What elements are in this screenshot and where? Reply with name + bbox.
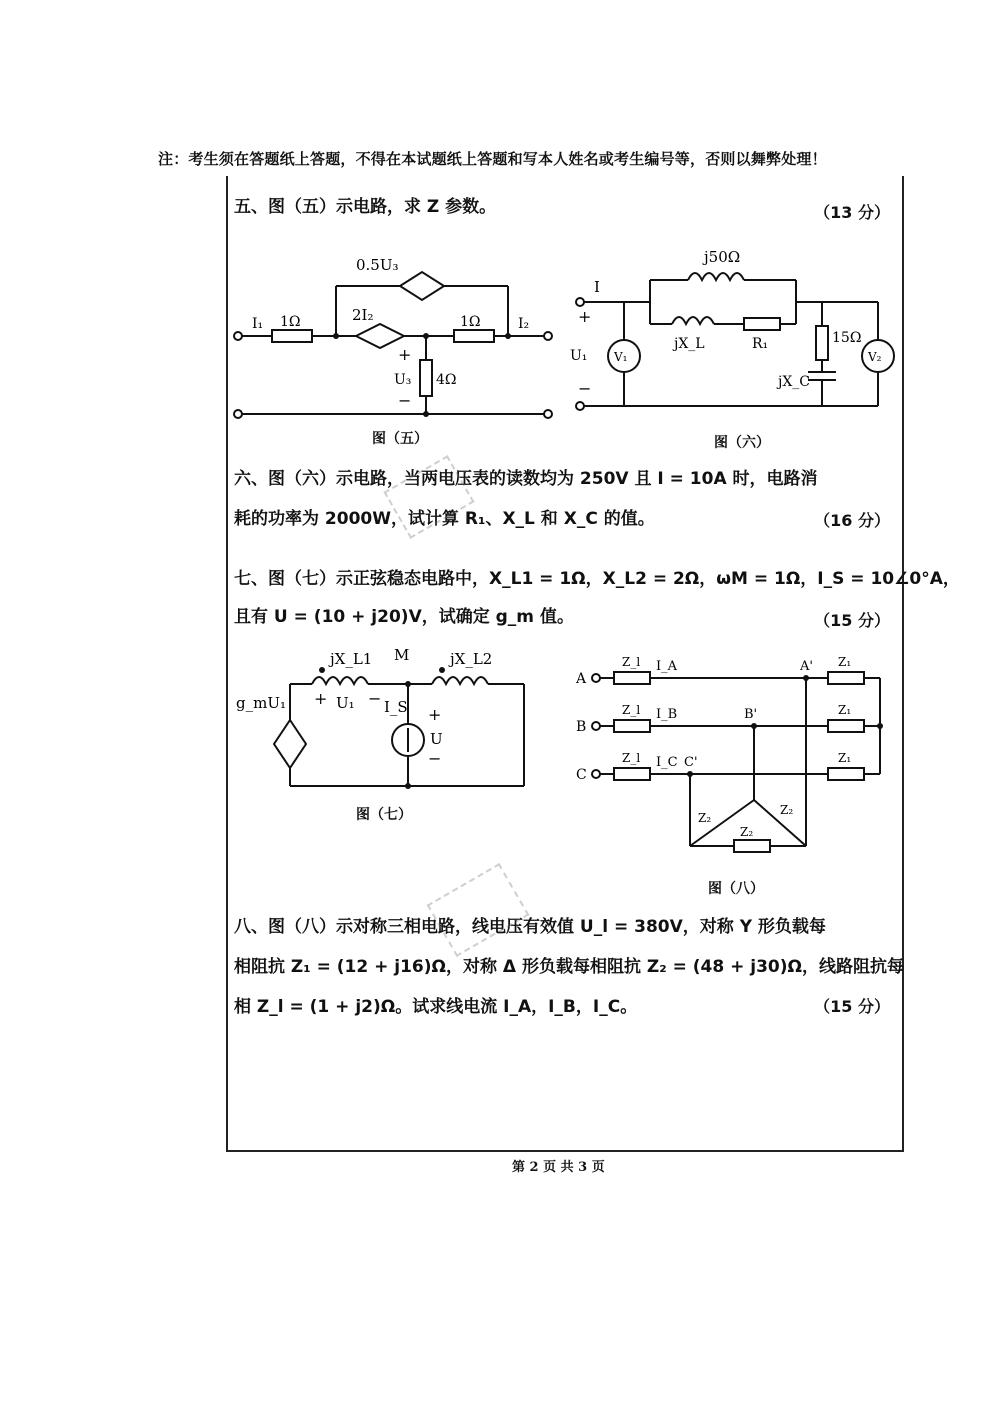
label-c: C bbox=[576, 767, 587, 783]
label-r15: 15Ω bbox=[832, 330, 862, 346]
q5-caption: 图（五） bbox=[372, 431, 428, 447]
label-ia: I_A bbox=[656, 659, 678, 674]
label-v1: V₁ bbox=[614, 350, 628, 364]
label-ccvs: 2I₂ bbox=[352, 306, 374, 324]
label-jxl1: jX_L1 bbox=[330, 650, 373, 668]
label-i1: I₁ bbox=[252, 316, 264, 332]
svg-text:−: − bbox=[398, 391, 412, 410]
label-jxl2: jX_L2 bbox=[450, 650, 493, 668]
svg-text:−: − bbox=[578, 379, 592, 398]
q8-points: （15 分） bbox=[814, 997, 890, 1016]
label-cp: C' bbox=[684, 755, 698, 770]
label-u3: U₃ bbox=[394, 372, 412, 388]
label-jxl: jX_L bbox=[674, 336, 705, 352]
label-j50: j50Ω bbox=[704, 248, 741, 266]
q8-caption: 图（八） bbox=[708, 881, 764, 897]
circuit-5 bbox=[228, 248, 558, 428]
label-u: U bbox=[430, 730, 443, 748]
svg-text:+: + bbox=[314, 689, 328, 708]
label-z1-a: Z₁ bbox=[838, 655, 852, 669]
q8-line1: 八、图（八）示对称三相电路，线电压有效值 U_l = 380V，对称 Y 形负载每 bbox=[234, 917, 826, 937]
label-cccs: 0.5U₃ bbox=[356, 256, 399, 274]
svg-text:+: + bbox=[398, 345, 412, 364]
circuit-8 bbox=[574, 650, 894, 860]
label-z2-left: Z₂ bbox=[698, 811, 712, 825]
header-note: 注：考生须在答题纸上答题，不得在本试题纸上答题和写本人姓名或考生编号等，否则以舞弊处理！ bbox=[158, 150, 827, 168]
q6-points: （16 分） bbox=[814, 511, 890, 530]
label-u1-7: U₁ bbox=[336, 694, 355, 712]
label-z2-right: Z₂ bbox=[780, 803, 794, 817]
label-i: I bbox=[594, 278, 600, 296]
label-b: B bbox=[576, 719, 587, 735]
label-bp: B' bbox=[744, 707, 758, 722]
q8-line3: 相 Z_l = (1 + j2)Ω。试求线电流 I_A，I_B，I_C。 bbox=[234, 997, 638, 1017]
circuit-6 bbox=[568, 244, 898, 424]
label-r3: 4Ω bbox=[436, 372, 457, 388]
circuit-7 bbox=[232, 640, 532, 800]
page-footer: 第 2 页 共 3 页 bbox=[512, 1160, 605, 1175]
label-z2-bottom: Z₂ bbox=[740, 825, 754, 839]
label-z1-c: Z₁ bbox=[838, 751, 852, 765]
label-m: M bbox=[394, 646, 410, 664]
q7-points: （15 分） bbox=[814, 611, 890, 630]
q6-caption: 图（六） bbox=[714, 435, 770, 451]
label-jxc: jX_C bbox=[778, 374, 811, 390]
label-v2: V₂ bbox=[868, 350, 882, 364]
label-i2: I₂ bbox=[518, 316, 530, 332]
svg-text:+: + bbox=[428, 705, 442, 724]
label-ic: I_C bbox=[656, 755, 678, 770]
label-a: A bbox=[576, 671, 587, 687]
q5-text: 五、图（五）示电路，求 Z 参数。 bbox=[234, 197, 497, 217]
q6-line2: 耗的功率为 2000W，试计算 R₁、X_L 和 X_C 的值。 bbox=[234, 509, 655, 529]
label-zl-a: Z_l bbox=[622, 655, 641, 669]
label-z1-b: Z₁ bbox=[838, 703, 852, 717]
svg-text:−: − bbox=[428, 749, 442, 768]
q8-line2: 相阻抗 Z₁ = (12 + j16)Ω，对称 Δ 形负载每相阻抗 Z₂ = (48 + j30)Ω，线路阻抗每 bbox=[234, 957, 904, 977]
label-ap: A' bbox=[800, 659, 813, 674]
label-zl-c: Z_l bbox=[622, 751, 641, 765]
label-u1-6: U₁ bbox=[570, 348, 588, 364]
label-r1: 1Ω bbox=[280, 314, 301, 330]
label-r2: 1Ω bbox=[460, 314, 481, 330]
svg-text:+: + bbox=[578, 307, 592, 326]
q5-points: （13 分） bbox=[814, 203, 890, 222]
label-ib: I_B bbox=[656, 707, 678, 722]
q6-line1: 六、图（六）示电路，当两电压表的读数均为 250V 且 I = 10A 时，电路消 bbox=[234, 469, 818, 489]
label-is: I_S bbox=[384, 698, 408, 716]
q7-caption: 图（七） bbox=[356, 807, 412, 823]
label-r1-6: R₁ bbox=[752, 336, 769, 352]
svg-text:−: − bbox=[368, 689, 382, 708]
label-gmu1: g_mU₁ bbox=[236, 694, 286, 712]
label-zl-b: Z_l bbox=[622, 703, 641, 717]
q7-line2: 且有 U = (10 + j20)V，试确定 g_m 值。 bbox=[234, 607, 574, 627]
q7-line1: 七、图（七）示正弦稳态电路中，X_L1 = 1Ω，X_L2 = 2Ω，ωM = 1Ω，I_S = 10∠0°A， bbox=[234, 569, 960, 589]
